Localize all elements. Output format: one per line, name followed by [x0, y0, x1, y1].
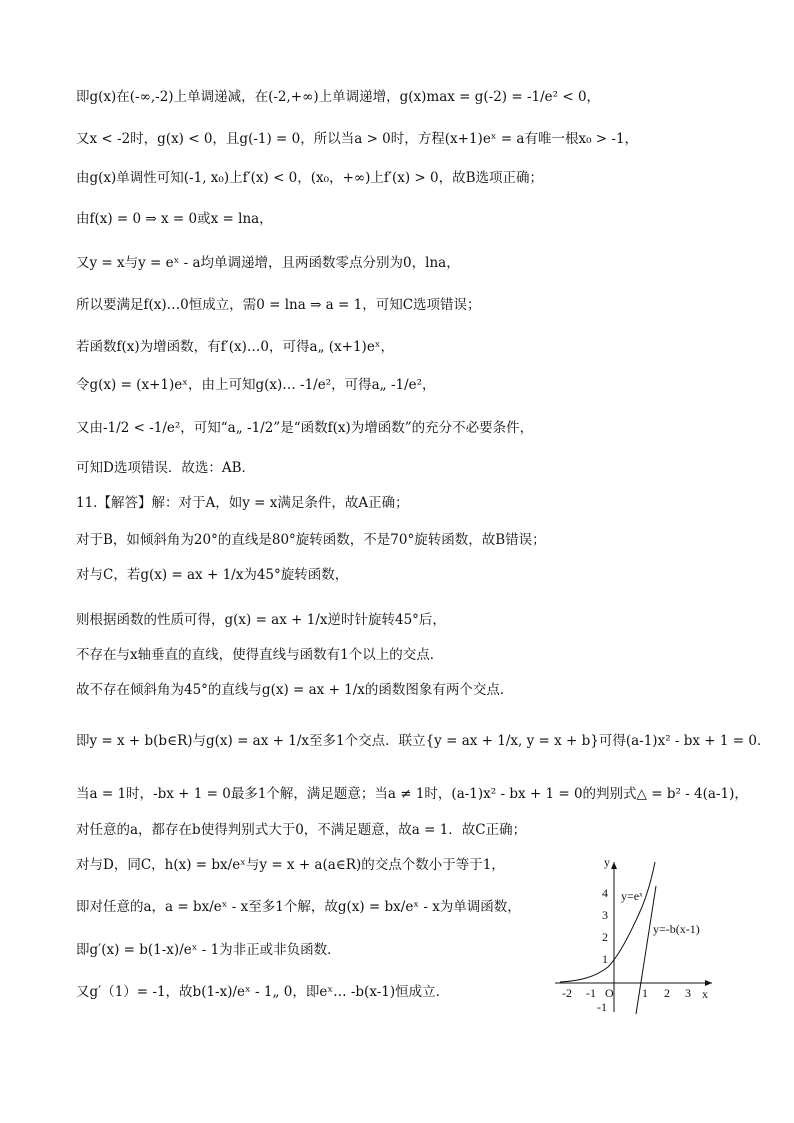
curve-label: y=eˣ	[621, 889, 643, 903]
function-graph	[550, 852, 720, 1022]
x-tick: 2	[664, 986, 670, 1000]
y-axis-label: y	[604, 855, 610, 869]
y-tick: 1	[602, 952, 608, 966]
y-axis-arrow-icon	[611, 862, 617, 869]
solution-line-2: 又x < -2时，g(x) < 0，且g(-1) = 0，所以当a > 0时，方程(x+1)eˣ = a有唯一根x₀ > -1，	[76, 131, 639, 147]
solution-line-9: 又由-1/2 < -1/e²，可知“a„ -1/2”是“函数f(x)为增函数”的充分不必要条件，	[76, 420, 534, 436]
origin-label: O	[605, 986, 614, 1000]
x-tick: 3	[685, 986, 691, 1000]
x-axis-label: x	[702, 987, 708, 1001]
x-tick: 1	[642, 986, 648, 1000]
y-tick: 4	[602, 886, 608, 900]
solution-line-8: 令g(x) = (x+1)eˣ，由上可知g(x)… -1/e²，可得a„ -1/e²，	[76, 377, 436, 393]
solution-line-15: 不存在与x轴垂直的直线，使得直线与函数有1个以上的交点．	[76, 647, 444, 663]
solution-line-3: 由g(x)单调性可知(-1, x₀)上f′(x) < 0，(x₀，+∞)上f′(x) > 0，故B选项正确；	[76, 170, 544, 186]
solution-line-18: 当a = 1时，-bx + 1 = 0最多1个解，满足题意；当a ≠ 1时，(a-1)x² - bx + 1 = 0的判别式△ = b² - 4(a-1)，	[76, 786, 748, 802]
solution-line-22: 即g′(x) = b(1-x)/eˣ - 1为非正或非负函数．	[76, 942, 341, 958]
solution-line-19: 对任意的a，都存在b使得判别式大于0，不满足题意，故a = 1．故C正确；	[76, 822, 527, 838]
solution-line-21: 即对任意的a，a = bx/eˣ - x至多1个解，故g(x) = bx/eˣ - x为单调函数，	[76, 899, 521, 915]
line-label: y=-b(x-1)	[653, 922, 700, 936]
solution-line-12: 对于B，如倾斜角为20°的直线是80°旋转函数，不是70°旋转函数，故B错误；	[76, 532, 546, 548]
solution-line-5: 又y = x与y = eˣ - a均单调递增，且两函数零点分别为0，lna，	[76, 255, 460, 271]
x-tick: -2	[562, 986, 572, 1000]
solution-line-1: 即g(x)在(-∞,-2)上单调递减，在(-2,+∞)上单调递增，g(x)max = g(-2) = -1/e² < 0，	[76, 89, 601, 105]
x-axis-arrow-icon	[705, 980, 712, 986]
solution-line-14: 则根据函数的性质可得，g(x) = ax + 1/x逆时针旋转45°后，	[76, 612, 446, 628]
y-tick: 2	[602, 930, 608, 944]
solution-line-20: 对与D，同C，h(x) = bx/eˣ与y = x + a(a∈R)的交点个数小于等于1，	[76, 857, 505, 873]
problem-11-header: 11.【解答】解：对于A，如y = x满足条件，故A正确；	[76, 495, 409, 511]
x-tick: -1	[586, 986, 596, 1000]
solution-line-4: 由f(x) = 0 ⇒ x = 0或x = lna，	[76, 211, 273, 227]
solution-line-23: 又g′（1）= -1，故b(1-x)/eˣ - 1„ 0，即eˣ… -b(x-1)恒成立．	[76, 984, 450, 1000]
y-tick: -1	[597, 1000, 607, 1014]
solution-line-6: 所以要满足f(x)…0恒成立，需0 = lna ⇒ a = 1，可知C选项错误；	[76, 297, 481, 313]
y-tick: 3	[602, 908, 608, 922]
solution-line-10: 可知D选项错误．故选：AB．	[76, 460, 255, 476]
solution-line-13: 对与C，若g(x) = ax + 1/x为45°旋转函数，	[76, 567, 349, 583]
solution-line-16: 故不存在倾斜角为45°的直线与g(x) = ax + 1/x的函数图象有两个交点．	[76, 682, 514, 698]
solution-line-7: 若函数f(x)为增函数，有f′(x)…0，可得a„ (x+1)eˣ，	[76, 339, 395, 355]
solution-line-17: 即y = x + b(b∈R)与g(x) = ax + 1/x至多1个交点．联立{y = ax + 1/x, y = x + b}可得(a-1)x² - bx + 1 = 0．	[76, 733, 771, 749]
